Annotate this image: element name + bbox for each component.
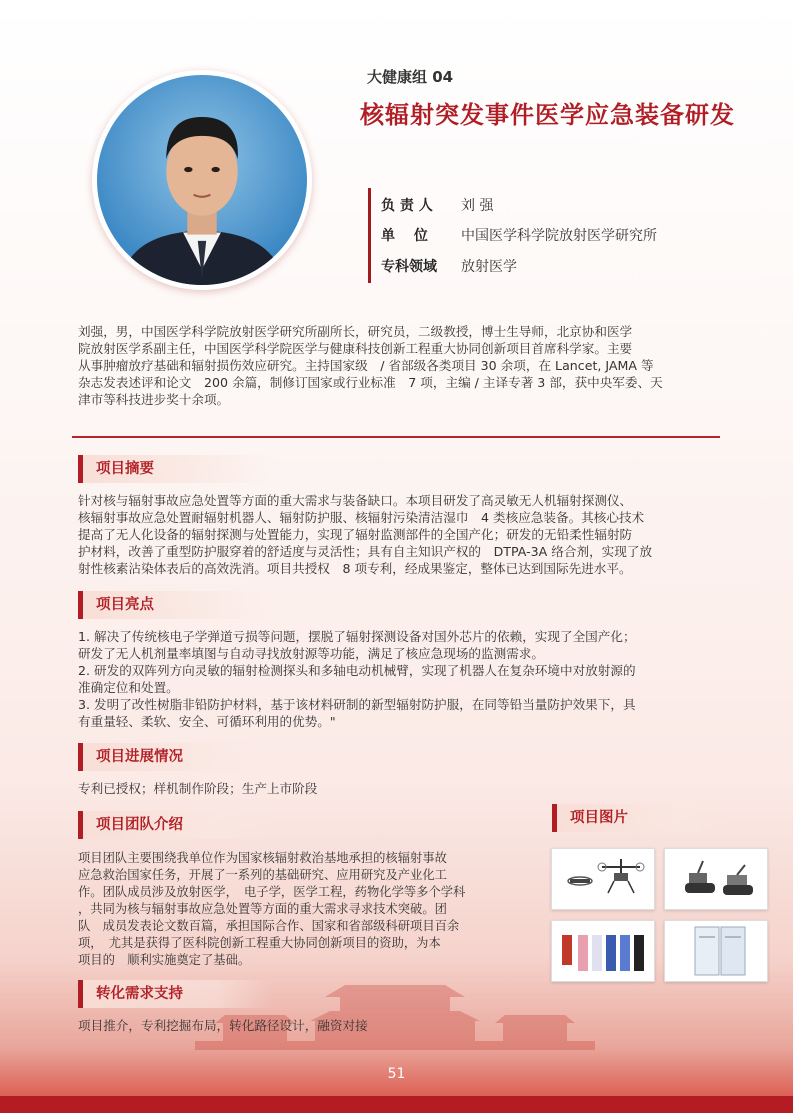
info-key: 专科领域 <box>381 259 437 275</box>
portrait-photo <box>92 70 312 290</box>
text-line: 有重量轻、柔软、安全、可循环利用的优势。" <box>78 714 336 729</box>
section-title: 项目摘要 <box>96 461 154 477</box>
text-line: 射性核素沾染体表后的高效洗消。项目共授权 8 项专利，经成果鉴定，整体已达到国际先进水平。 <box>78 561 632 576</box>
section-header-transfer <box>78 980 273 1008</box>
text-line: 1. 解决了传统核电子学弹道亏损等问题，摆脱了辐射探测设备对国外芯片的依赖，实现了全国产化； <box>78 629 636 644</box>
text-line: 护材料，改善了重型防护服穿着的舒适度与灵活性；具有自主知识产权的 DTPA-3A 络合剂，实现了放 <box>78 544 653 559</box>
transfer-text: 项目推介，专利挖掘布局，转化路径设计，融资对接 <box>78 1018 368 1033</box>
info-accent-bar <box>368 188 371 283</box>
text-line: 核辐射事故应急处置耐辐射机器人、辐射防护服、核辐射污染清洁湿巾 4 类核应急装备。其核心技术 <box>78 510 645 525</box>
info-key: 单 位 <box>381 228 428 244</box>
text-line: 项目的 顺利实施奠定了基础。 <box>78 953 251 967</box>
footer-band <box>0 1096 793 1113</box>
section-title: 项目图片 <box>570 810 628 826</box>
section-title: 项目团队介绍 <box>96 817 183 833</box>
text-line: 杂志发表述评和论文 200 余篇，制修订国家或行业标准 7 项，主编 / 主译专著 3 部，获中央军委、天 <box>78 375 663 390</box>
text-line: 提高了无人化设备的辐射探测与处置能力，实现了辐射监测部件的全国产化；研发的无铅柔性辐射防 <box>78 527 633 542</box>
section-title: 转化需求支持 <box>96 986 183 1002</box>
page-number: 51 <box>387 1066 406 1082</box>
info-value: 放射医学 <box>461 259 517 275</box>
team-text <box>78 850 528 969</box>
text-line: 刘强，男，中国医学科学院放射医学研究所副所长，研究员，二级教授，博士生导师，北京协和医学 <box>78 324 633 339</box>
text-line: 2. 研发的双阵列方向灵敏的辐射检测探头和多轴电动机械臂，实现了机器人在复杂环境中对放射源的 <box>78 663 636 678</box>
info-row-leader <box>381 195 493 215</box>
page-title: 核辐射突发事件医学应急装备研发 <box>360 100 735 129</box>
robot-photo <box>664 848 768 910</box>
drone-detector-photo <box>551 848 655 910</box>
text-line: 项目团队主要围绕我单位作为国家核辐射救治基地承担的核辐射事故 <box>78 851 447 865</box>
section-header-summary <box>78 455 273 483</box>
highlights-text <box>78 628 728 730</box>
info-row-field <box>381 256 517 276</box>
text-line: 3. 发明了改性树脂非铅防护材料，基于该材料研制的新型辐射防护服，在同等铅当量防护效果下，具 <box>78 697 636 712</box>
progress-text: 专利已授权；样机制作阶段；生产上市阶段 <box>78 781 318 796</box>
text-line: 作。团队成员涉及放射医学， 电子学，医学工程，药物化学等多个学科 <box>78 885 466 899</box>
summary-text <box>78 492 728 577</box>
text-line: 准确定位和处置。 <box>78 680 179 695</box>
info-value: 刘 强 <box>461 198 494 214</box>
text-line: 研发了无人机剂量率填图与自动寻找放射源等功能，满足了核应急现场的监测需求。 <box>78 646 544 661</box>
text-line: 院放射医学系副主任，中国医学科学院医学与健康科技创新工程重大协同创新项目首席科学家。主要 <box>78 341 633 356</box>
wipes-package-photo <box>664 920 768 982</box>
group-tag: 大健康组 04 <box>367 68 454 86</box>
info-row-unit <box>381 225 657 245</box>
section-header-photos <box>552 804 732 832</box>
protective-suits-photo <box>551 920 655 982</box>
bio-text <box>78 323 720 408</box>
text-line: 项， 尤其是获得了医科院创新工程重大协同创新项目的资助，为本 <box>78 936 441 950</box>
info-key: 负 责 人 <box>381 198 433 214</box>
section-title: 项目进展情况 <box>96 749 183 765</box>
text-line: 津市等科技进步奖十余项。 <box>78 392 230 407</box>
text-line: ，共同为核与辐射事故应急处置等方面的重大需求寻求技术突破。团 <box>78 902 447 916</box>
text-line: 队 成员发表论文数百篇，承担国际合作、国家和省部级科研项目百余 <box>78 919 460 933</box>
section-header-progress <box>78 743 273 771</box>
section-title: 项目亮点 <box>96 597 154 613</box>
info-value: 中国医学科学院放射医学研究所 <box>461 228 657 244</box>
divider <box>72 436 720 438</box>
text-line: 从事肿瘤放疗基础和辐射损伤效应研究。主持国家级 / 省部级各类项目 30 余项，在 Lancet, JAMA 等 <box>78 358 654 373</box>
section-header-highlights <box>78 591 273 619</box>
text-line: 应急救治国家任务，开展了一系列的基础研究、应用研究及产业化工 <box>78 868 447 882</box>
section-header-team <box>78 811 273 839</box>
text-line: 针对核与辐射事故应急处置等方面的重大需求与装备缺口。本项目研发了高灵敏无人机辐射探测仪、 <box>78 493 633 508</box>
